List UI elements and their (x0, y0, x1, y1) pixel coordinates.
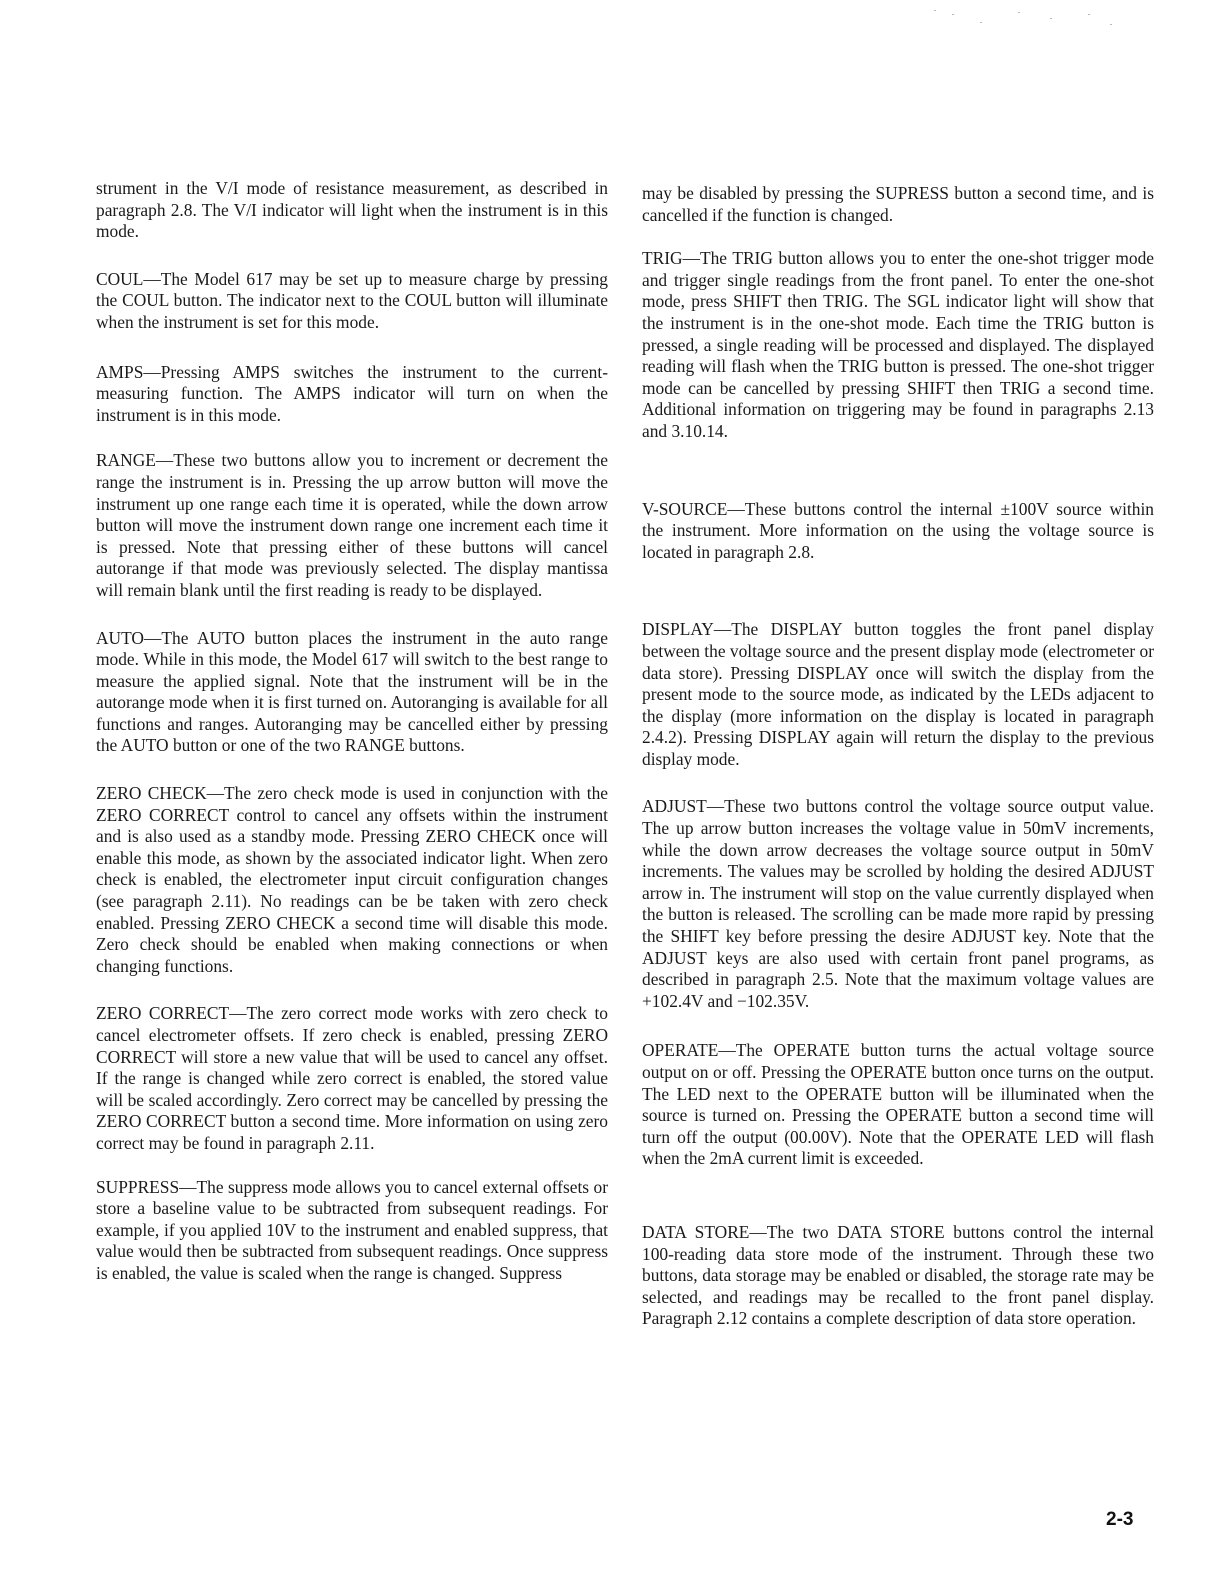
paragraph-auto: AUTO—The AUTO button places the instrument in the auto range mode. While in this mode, the Model 617 will switch to the best range to measure the applied signal. Note that the instrument will be in the autorange mode when it is first turned on. Autoranging is available for all functions and ranges. Autoranging may be cancelled either by pressing the AUTO button or one of the two RANGE buttons. (96, 627, 608, 756)
paragraph-trig: TRIG—The TRIG button allows you to enter the one-shot trigger mode and trigger single readings from the front panel. To enter the one-shot mode, press SHIFT then TRIG. The SGL indicator light will show that the instrument is in the one-shot mode. Each time the TRIG button is pressed, a single reading will be processed and displayed. The displayed reading will flash when the TRIG button is pressed. The one-shot trigger mode can be cancelled by pressing SHIFT then TRIG a second time. Additional information on triggering may be found in paragraphs 2.13 and 3.10.14. (642, 248, 1154, 441)
paragraph-vi-mode-continued: strument in the V/I mode of resistance measurement, as described in paragraph 2.8. The V/I indicator will light when the instrument is in this mode. (96, 178, 608, 242)
right-column (642, 183, 1154, 1330)
speck (1088, 14, 1090, 15)
paragraph-coul: COUL—The Model 617 may be set up to measure charge by pressing the COUL button. The indicator next to the COUL button will illuminate when the instrument is set for this mode. (96, 268, 608, 332)
speck (1018, 12, 1020, 13)
paragraph-zero-check: ZERO CHECK—The zero check mode is used in conjunction with the ZERO CORRECT control to cancel any offsets within the instrument and is also used as a standby mode. Pressing ZERO CHECK once will enable this mode, as shown by the associated indicator light. When zero check is enabled, the electrometer input circuit configuration changes (see paragraph 2.11). No readings can be be taken with zero check enabled. Pressing ZERO CHECK a second time will disable this mode. Zero check should be enabled when making connections or when changing functions. (96, 783, 608, 976)
paragraph-suppress-continued: may be disabled by pressing the SUPRESS button a second time, and is cancelled if the function is changed. (642, 183, 1154, 225)
left-column (96, 178, 608, 1285)
paragraph-adjust: ADJUST—These two buttons control the voltage source output value. The up arrow button increases the voltage value in 50mV increments, while the down arrow decreases the voltage source output in 50mV increments. The values may be scrolled by holding the desired ADJUST arrow in. The instrument will stop on the value currently displayed when the button is released. The scrolling can be made more rapid by pressing the SHIFT key before pressing the desire ADJUST key. Note that the ADJUST keys are also used with certain front panel programs, as described in paragraph 2.5. Note that the maximum voltage values are +102.4V and −102.35V. (642, 796, 1154, 1011)
paragraph-operate: OPERATE—The OPERATE button turns the actual voltage source output on or off. Pressing the OPERATE button once turns on the output. The LED next to the OPERATE button will be illuminated when the source is turned on. Pressing the OPERATE button a second time will turn off the output (00.00V). Note that the OPERATE LED will flash when the 2mA current limit is exceeded. (642, 1040, 1154, 1169)
paragraph-suppress: SUPPRESS—The suppress mode allows you to cancel external offsets or store a baseline value to be subtracted from subsequent readings. For example, if you applied 10V to the instrument and enabled suppress, that value would then be subtracted from subsequent readings. Once suppress is enabled, the value is scaled when the range is changed. Suppress (96, 1176, 608, 1283)
speck (1050, 18, 1052, 19)
scan-speck-marks (930, 8, 1130, 28)
paragraph-range: RANGE—These two buttons allow you to increment or decrement the range the instrument is in. Pressing the up arrow button will move the instrument up one range each time it is operated, while the down arrow button will move the instrument down range one increment each time it is pressed. Note that pressing either of these buttons will cancel autorange if that mode was previously selected. The display mantissa will remain blank until the first reading is ready to be displayed. (96, 450, 608, 600)
paragraph-data-store: DATA STORE—The two DATA STORE buttons control the internal 100-reading data store mode of the instrument. Through these two buttons, data storage may be enabled or disabled, the storage rate may be selected, and readings may be recalled to the front panel display. Paragraph 2.12 contains a complete description of data store operation. (642, 1221, 1154, 1329)
paragraph-display: DISPLAY—The DISPLAY button toggles the front panel display between the voltage source and the present display mode (electrometer or data store). Pressing DISPLAY once will switch the display from the present mode to the source mode, as indicated by the LEDs adjacent to the display (more information on the display is located in paragraph 2.4.2). Pressing DISPLAY again will return the display to the previous display mode. (642, 619, 1154, 769)
speck (1110, 24, 1112, 25)
speck (952, 14, 954, 15)
speck (980, 22, 982, 23)
paragraph-v-source: V-SOURCE—These buttons control the internal ±100V source within the instrument. More information on the using the voltage source is located in paragraph 2.8. (642, 498, 1154, 562)
paragraph-zero-correct: ZERO CORRECT—The zero correct mode works with zero check to cancel electrometer offsets. If zero check is enabled, pressing ZERO CORRECT will store a new value that will be used to cancel any offset. If the range is changed while zero correct is enabled, the stored value will be scaled accordingly. Zero correct may be cancelled by pressing the ZERO CORRECT button a second time. More information on using zero correct may be found in paragraph 2.11. (96, 1003, 608, 1153)
page-number: 2-3 (1106, 1509, 1134, 1530)
speck (934, 10, 936, 11)
paragraph-amps: AMPS—Pressing AMPS switches the instrument to the current-measuring function. The AMPS indicator will turn on when the instrument is in this mode. (96, 361, 608, 425)
